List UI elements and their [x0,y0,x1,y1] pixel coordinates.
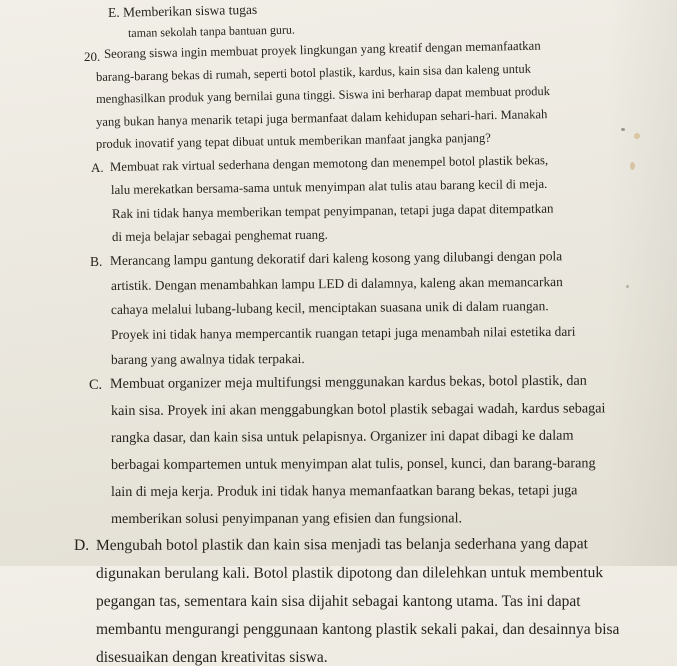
option-d-line: membantu mengurangi penggunaan kantong plastik sekali pakai, dan desainnya bisa [96,621,620,638]
option-d-line: digunakan berulang kali. Botol plastik dipotong dan dilelehkan untuk membentuk [95,564,604,582]
option-a-line: di meja belajar sebagai penghemat ruang. [111,226,328,244]
ink-speck [621,128,625,131]
option-b-line: Proyek ini tidak hanya mempercantik ruangan tetapi juga menambah nilai estetika dari [110,323,576,342]
option-c-line: berbagai kompartemen untuk menyimpan alat tulis, ponsel, kunci, dan barang-barang [110,455,596,473]
option-c-line: kain sisa. Proyek ini akan menggabungkan botol plastik sebagai wadah, kardus sebagai [110,400,606,419]
question-line: produk inovatif yang tepat dibuat untuk memberikan manfaat jangka panjang? [95,130,491,151]
question-number: 20. [84,49,101,64]
option-e-label: E. Memberikan siswa tugas [107,2,258,20]
ink-speck [630,162,635,170]
option-b-line: cahaya melalui lubang-lubang kecil, menciptakan suasana unik di dalam ruangan. [110,298,549,317]
question-line: yang bukan hanya menarik tetapi juga bermanfaat dalam kehidupan sehari-hari. Manakah [95,107,548,129]
option-c-line: rangka dasar, dan kain sisa untuk pelapisnya. Organizer ini dapat dibagi ke dalam [110,427,574,446]
option-e-continuation: taman sekolah tanpa bantuan guru. [127,22,296,40]
question-line: menghasilkan produk yang bernilai guna tinggi. Siswa ini berharap dapat membuat produk [95,84,551,106]
option-c-line: lain di meja kerja. Produk ini tidak hanya memanfaatkan barang bekas, tetapi juga [110,482,578,500]
option-b-letter: B. [90,254,103,269]
option-b-line: Merancang lampu gantung dekoratif dari kaleng kosong yang dilubangi dengan pola [109,248,563,268]
option-a-line: Membuat rak virtual sederhana dengan memotong dan menempel botol plastik bekas, [109,153,549,174]
option-c-line: memberikan solusi penyimpanan yang efisien dan fungsional. [110,510,463,527]
option-b-line: barang yang awalnya tidak terpakai. [110,350,305,367]
option-d-line: disesuaikan dengan kreativitas siswa. [96,649,328,666]
ink-speck [626,285,629,288]
ink-speck [634,133,640,139]
option-a-line: lalu merekatkan bersama-sama untuk menyimpan alat tulis atau barang kecil di meja. [110,176,548,197]
question-line: barang-barang bekas di rumah, seperti botol plastik, kardus, kain sisa dan kaleng untuk [95,61,532,84]
page-shadow [607,0,677,566]
option-a-letter: A. [91,160,104,175]
question-line: Seorang siswa ingin membuat proyek lingkungan yang kreatif dengan memanfaatkan [103,38,541,61]
option-a-line: Rak ini tidak hanya memberikan tempat penyimpanan, tetapi juga dapat ditempatkan [111,200,554,221]
option-d-letter: D. [74,537,90,554]
option-d-line: Mengubah botol plastik dan kain sisa menjadi tas belanja sederhana yang dapat [95,535,589,554]
option-b-line: artistik. Dengan menambahkan lampu LED di dalamnya, kaleng akan memancarkan [110,274,563,293]
option-c-letter: C. [89,377,103,393]
option-d-line: pegangan tas, sementara kain sisa dijahit sebagai kantong utama. Tas ini dapat [96,593,581,610]
option-c-line: Membuat organizer meja multifungsi menggunakan kardus bekas, botol plastik, dan [109,372,587,392]
